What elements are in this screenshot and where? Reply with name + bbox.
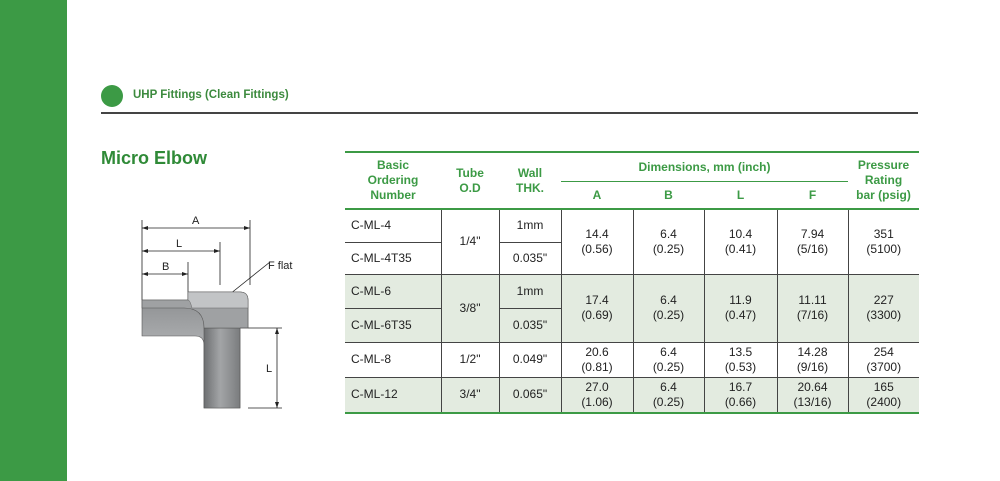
section-bullet-icon xyxy=(101,85,123,107)
wall-thickness: 1mm xyxy=(499,209,561,242)
header-wall-thk: Wall THK. xyxy=(516,165,544,195)
dim-b: 6.4 (0.25) xyxy=(633,209,704,274)
dimension-label-f-flat: F flat xyxy=(268,260,293,272)
dim-l: 16.7 (0.66) xyxy=(704,377,777,413)
dim-b: 6.4 (0.25) xyxy=(633,274,704,342)
tube-od: 3/4" xyxy=(441,377,499,413)
wall-thickness: 0.035" xyxy=(499,242,561,274)
dim-f: 11.11 (7/16) xyxy=(777,274,848,342)
header-tube-od: Tube O.D xyxy=(456,165,484,195)
wall-thickness: 0.049" xyxy=(499,342,561,377)
dimension-label-l-top: L xyxy=(176,238,183,250)
table-row xyxy=(345,377,919,413)
dim-a: 27.0 (1.06) xyxy=(561,377,633,413)
header-dim-f: F xyxy=(777,182,848,210)
header-dim-b: B xyxy=(633,182,704,210)
dim-b: 6.4 (0.25) xyxy=(633,342,704,377)
wall-thickness: 1mm xyxy=(499,274,561,308)
dim-f: 7.94 (5/16) xyxy=(777,209,848,274)
pressure-rating: 351 (5100) xyxy=(848,209,919,274)
wall-thickness: 0.035" xyxy=(499,308,561,342)
dim-a: 20.6 (0.81) xyxy=(561,342,633,377)
header-divider xyxy=(101,112,918,114)
page-title: Micro Elbow xyxy=(101,148,208,168)
dim-l: 10.4 (0.41) xyxy=(704,209,777,274)
part-number: C-ML-12 xyxy=(345,377,441,413)
part-number: C-ML-8 xyxy=(345,342,441,377)
wall-thickness: 0.065" xyxy=(499,377,561,413)
part-number: C-ML-4T35 xyxy=(345,242,441,274)
dim-b: 6.4 (0.25) xyxy=(633,377,704,413)
table-row xyxy=(345,209,919,242)
header-dim-a: A xyxy=(561,182,633,210)
dim-f: 20.64 (13/16) xyxy=(777,377,848,413)
tube-od: 1/4" xyxy=(441,209,499,274)
part-number: C-ML-6 xyxy=(345,274,441,308)
dim-a: 17.4 (0.69) xyxy=(561,274,633,342)
part-number: C-ML-4 xyxy=(345,209,441,242)
part-number: C-ML-6T35 xyxy=(345,308,441,342)
pressure-rating: 254 (3700) xyxy=(848,342,919,377)
table-row xyxy=(345,274,919,308)
header-pressure-rating: Pressure Rating bar (psig) xyxy=(856,158,911,202)
dim-a: 14.4 (0.56) xyxy=(561,209,633,274)
pressure-rating: 165 (2400) xyxy=(848,377,919,413)
elbow-body xyxy=(142,292,248,408)
tube-od: 1/2" xyxy=(441,342,499,377)
dim-l: 11.9 (0.47) xyxy=(704,274,777,342)
header-dimensions: Dimensions, mm (inch) xyxy=(638,159,771,174)
header-ordering-number: Basic Ordering Number xyxy=(367,158,419,202)
section-header-title: UHP Fittings (Clean Fittings) xyxy=(133,89,289,101)
dimension-label-a: A xyxy=(192,215,200,227)
dimension-label-l-side: L xyxy=(266,363,273,375)
dimension-label-b: B xyxy=(162,261,170,273)
micro-elbow-drawing xyxy=(120,200,310,415)
pressure-rating: 227 (3300) xyxy=(848,274,919,342)
tube-od: 3/8" xyxy=(441,274,499,342)
dim-f: 14.28 (9/16) xyxy=(777,342,848,377)
header-dim-l: L xyxy=(704,182,777,210)
dim-l: 13.5 (0.53) xyxy=(704,342,777,377)
left-brand-bar xyxy=(0,0,67,481)
table-row xyxy=(345,342,919,377)
specification-table xyxy=(345,151,919,414)
